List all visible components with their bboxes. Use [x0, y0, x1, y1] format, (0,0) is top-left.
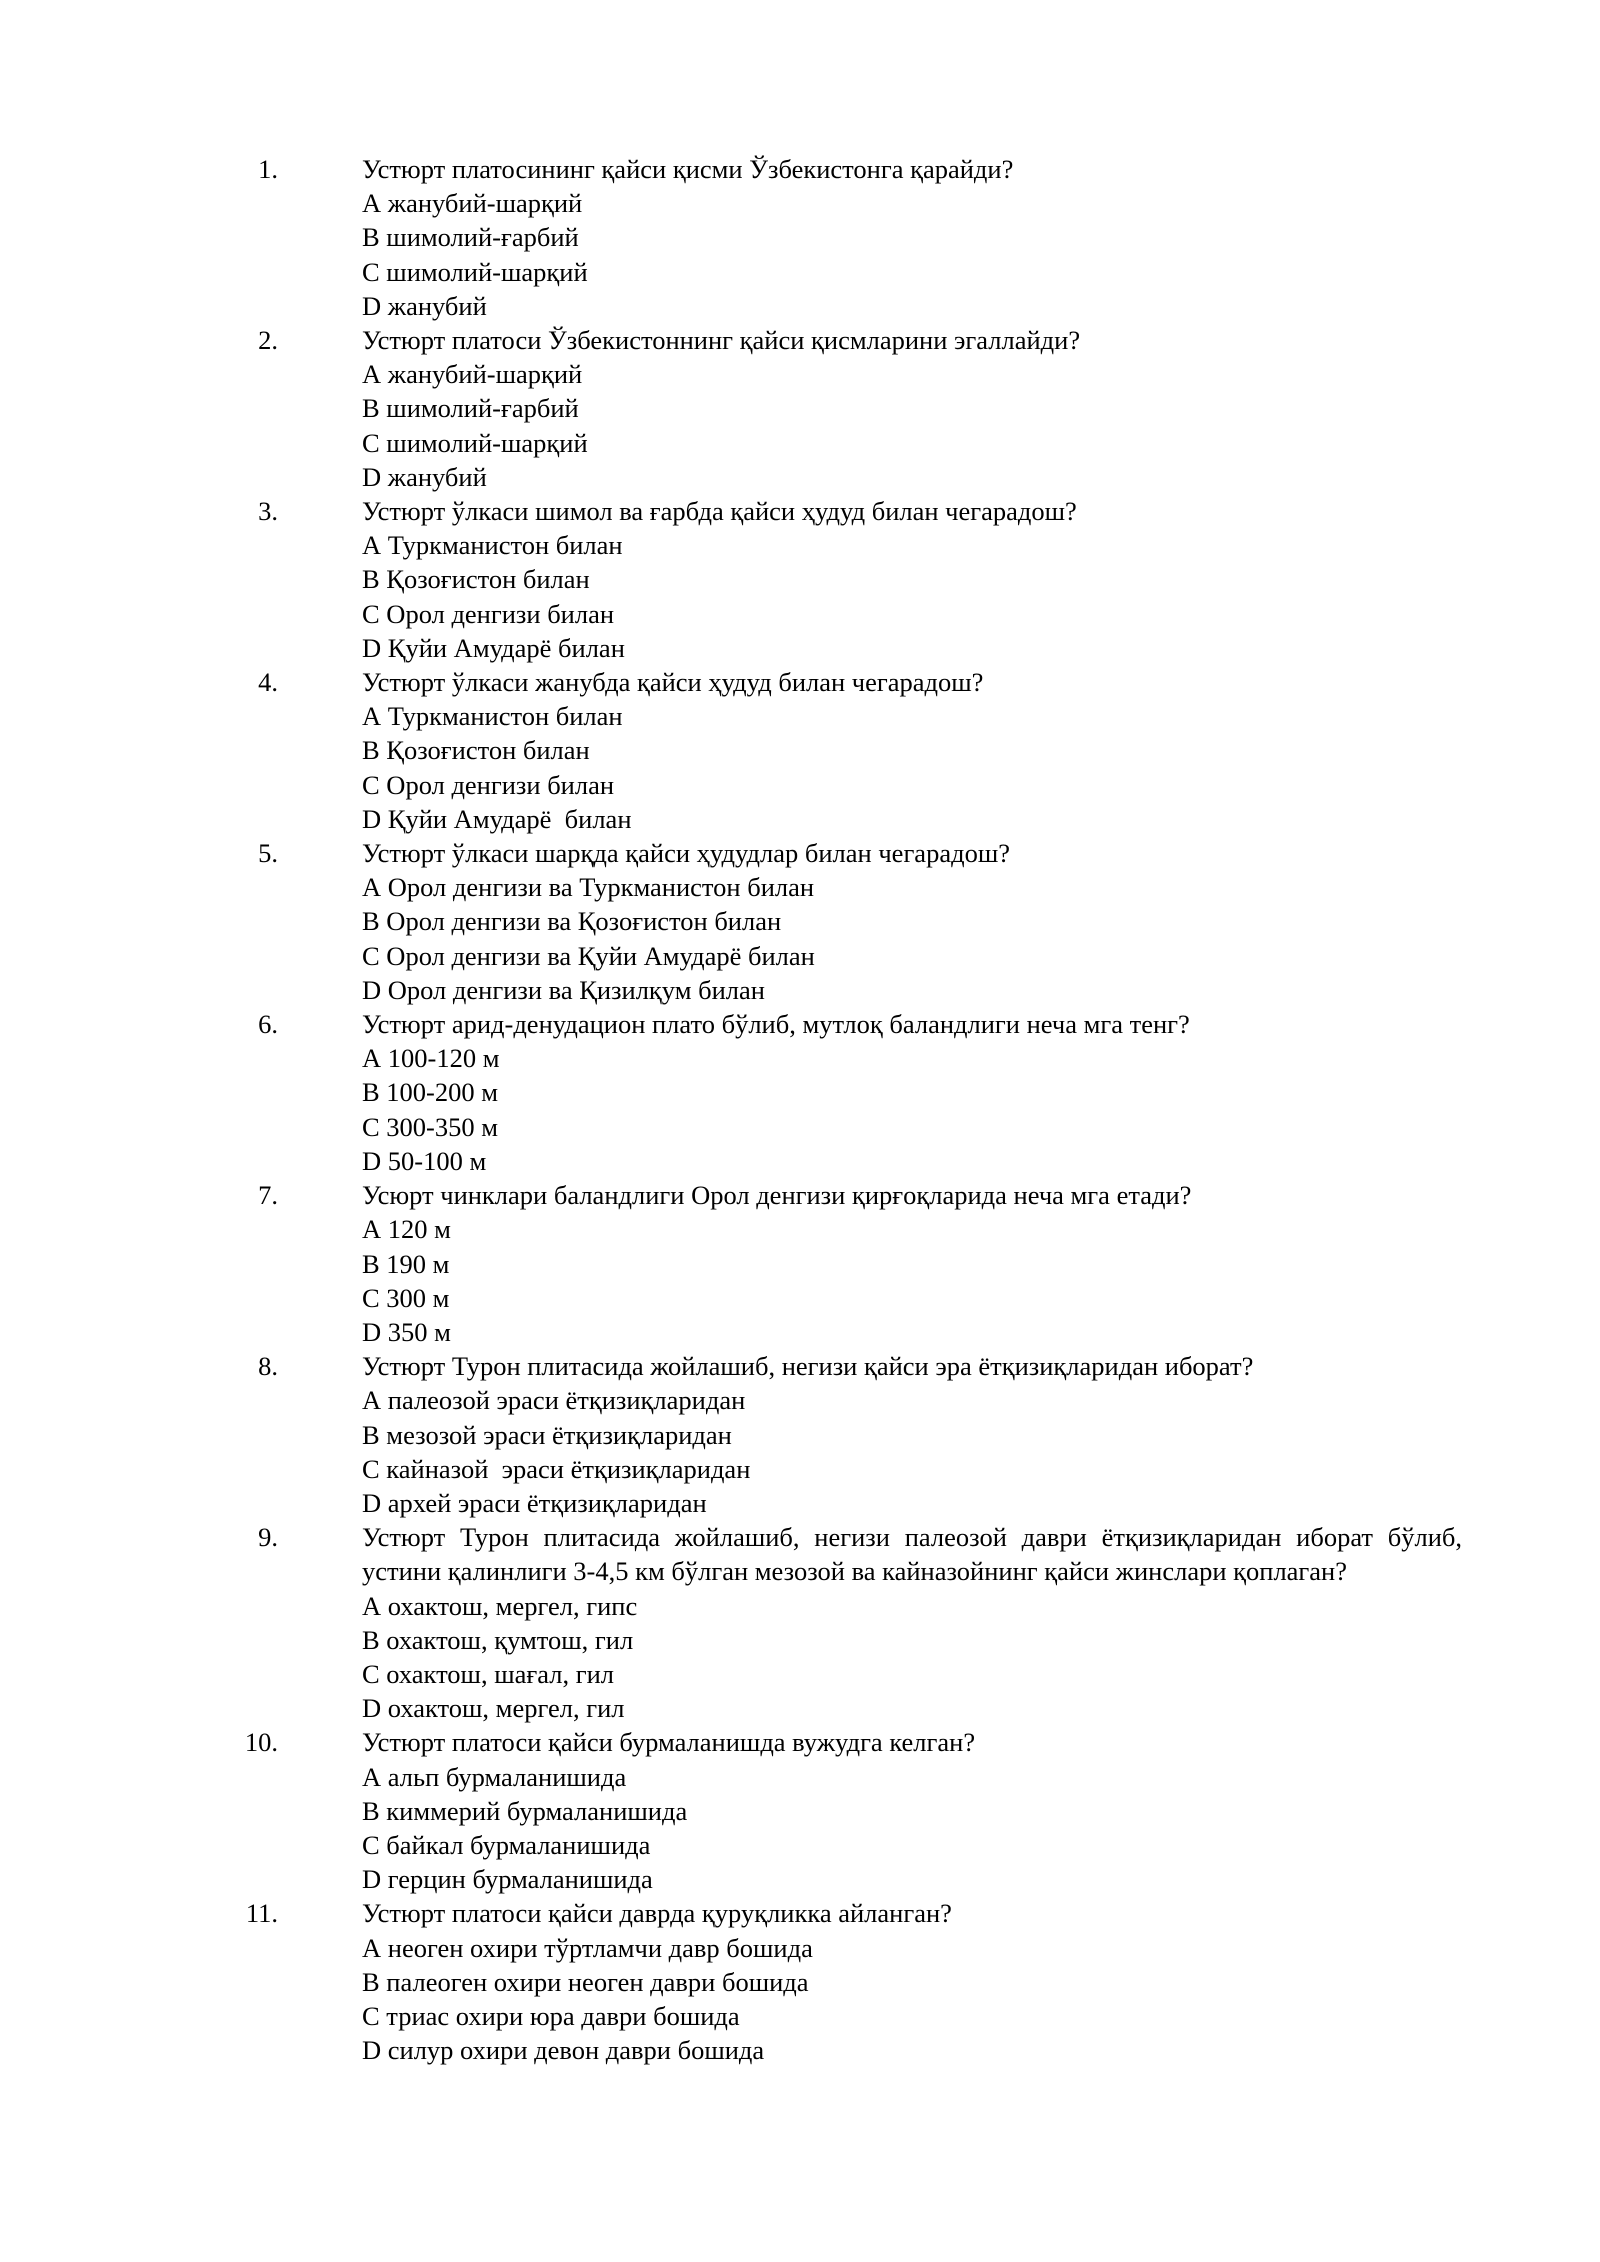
question-text: Устюрт Турон плитасида жойлашиб, негизи палеозой даври ётқизиқларидан иборат бўлиб, устини қалинлиги 3-4,5 км бўлган мезозой ва кайназойнинг қайси жинслари қоплаган?	[362, 1522, 1462, 1587]
question-body	[362, 494, 1462, 665]
answer-option: В 100-200 м	[362, 1077, 499, 1108]
question-item	[0, 494, 1600, 665]
question-body	[362, 1520, 1462, 1725]
answer-option: А 100-120 м	[362, 1043, 500, 1074]
answer-option: В охактош, қумтош, гил	[362, 1624, 634, 1655]
question-text: Устюрт ўлкаси шимол ва ғарбда қайси ҳудуд билан чегарадош?	[362, 496, 1077, 527]
question-text: Устюрт платоси қайси бурмаланишда вужудга келган?	[362, 1727, 976, 1758]
question-item	[0, 1349, 1600, 1520]
answer-option: А Туркманистон билан	[362, 701, 623, 732]
question-text: Устюрт ўлкаси жанубда қайси ҳудуд билан чегарадош?	[362, 667, 984, 698]
answer-option: А жанубий-шарқий	[362, 359, 583, 390]
answer-option: D Орол денгизи ва Қизилқум билан	[362, 974, 765, 1005]
question-body	[362, 836, 1462, 1007]
question-number: 8.	[258, 1351, 278, 1382]
answer-option: D жанубий	[362, 290, 487, 321]
answer-option: С 300-350 м	[362, 1111, 499, 1142]
question-item	[0, 1520, 1600, 1725]
answer-option: С шимолий-шарқий	[362, 256, 588, 287]
answer-option: А Туркманистон билан	[362, 530, 623, 561]
answer-option: В шимолий-ғарбий	[362, 222, 579, 253]
question-item	[0, 323, 1600, 494]
question-body	[362, 665, 1462, 836]
answer-option: А Орол денгизи ва Туркманистон билан	[362, 872, 815, 903]
question-item	[0, 152, 1600, 323]
answer-option: В киммерий бурмаланишида	[362, 1795, 688, 1826]
question-item	[0, 836, 1600, 1007]
answer-option: В 190 м	[362, 1248, 450, 1279]
question-item	[0, 1007, 1600, 1178]
answer-option: А 120 м	[362, 1214, 451, 1245]
question-text: Устюрт платоси қайси даврда қуруқликка айланган?	[362, 1898, 952, 1929]
answer-option: А неоген охири тўртламчи давр бошида	[362, 1932, 813, 1963]
question-body	[362, 1349, 1462, 1520]
question-number: 2.	[258, 325, 278, 356]
question-body	[362, 1725, 1462, 1896]
answer-option: А охактош, мергел, гипс	[362, 1590, 638, 1621]
answer-option: А жанубий-шарқий	[362, 188, 583, 219]
question-item	[0, 1725, 1600, 1896]
answer-option: D Қуйи Амударё билан	[362, 803, 632, 834]
question-number: 5.	[258, 838, 278, 869]
answer-option: D 350 м	[362, 1316, 451, 1347]
answer-option: С триас охири юра даври бошида	[362, 2000, 740, 2031]
answer-option: А альп бурмаланишида	[362, 1761, 627, 1792]
question-text: Устюрт Турон плитасида жойлашиб, негизи қайси эра ётқизиқларидан иборат?	[362, 1351, 1254, 1382]
question-number: 11.	[245, 1898, 278, 1929]
answer-option: С Орол денгизи билан	[362, 598, 615, 629]
answer-option: В мезозой эраси ётқизиқларидан	[362, 1419, 732, 1450]
answer-option: С байкал бурмаланишида	[362, 1829, 651, 1860]
answer-option: С охактош, шағал, гил	[362, 1658, 614, 1689]
question-text: Усюрт чинклари баландлиги Орол денгизи қирғоқларида неча мга етади?	[362, 1180, 1192, 1211]
question-number: 3.	[258, 496, 278, 527]
question-body	[362, 1007, 1462, 1178]
question-text: Устюрт платоси Ўзбекистоннинг қайси қисмларини эгаллайди?	[362, 325, 1081, 356]
answer-option: С кайназой эраси ётқизиқларидан	[362, 1453, 751, 1484]
answer-option: D архей эраси ётқизиқларидан	[362, 1487, 707, 1518]
answer-option: D герцин бурмаланишида	[362, 1864, 653, 1895]
answer-option: D жанубий	[362, 461, 487, 492]
question-number: 10.	[244, 1727, 278, 1758]
question-list	[0, 152, 1600, 2067]
question-body	[362, 1896, 1462, 2067]
answer-option: D 50-100 м	[362, 1145, 487, 1176]
answer-option: С шимолий-шарқий	[362, 427, 588, 458]
answer-option: В шимолий-ғарбий	[362, 393, 579, 424]
answer-option: С 300 м	[362, 1282, 450, 1313]
question-item	[0, 1896, 1600, 2067]
answer-option: В палеоген охири неоген даври бошида	[362, 1966, 809, 1997]
answer-option: В Орол денгизи ва Қозоғистон билан	[362, 906, 782, 937]
answer-option: В Қозоғистон билан	[362, 735, 590, 766]
answer-option: С Орол денгизи билан	[362, 769, 615, 800]
question-number: 7.	[258, 1180, 278, 1211]
answer-option: D Қуйи Амударё билан	[362, 632, 625, 663]
question-item	[0, 1178, 1600, 1349]
answer-option: А палеозой эраси ётқизиқларидан	[362, 1385, 746, 1416]
question-number: 9.	[258, 1522, 278, 1553]
answer-option: D силур охири девон даври бошида	[362, 2035, 765, 2066]
question-text: Устюрт платосининг қайси қисми Ўзбекистонга қарайди?	[362, 154, 1014, 184]
question-item	[0, 665, 1600, 836]
question-number: 6.	[258, 1009, 278, 1040]
question-body	[362, 323, 1462, 494]
question-number: 4.	[258, 667, 278, 698]
question-text: Устюрт арид-денудацион плато бўлиб, мутлоқ баландлиги неча мга тенг?	[362, 1009, 1190, 1040]
answer-option: В Қозоғистон билан	[362, 564, 590, 595]
question-body	[362, 152, 1462, 323]
answer-option: С Орол денгизи ва Қуйи Амударё билан	[362, 940, 815, 971]
question-text: Устюрт ўлкаси шарқда қайси ҳудудлар билан чегарадош?	[362, 838, 1010, 869]
question-number: 1.	[258, 154, 278, 184]
question-body	[362, 1178, 1462, 1349]
answer-option: D охактош, мергел, гил	[362, 1693, 625, 1724]
